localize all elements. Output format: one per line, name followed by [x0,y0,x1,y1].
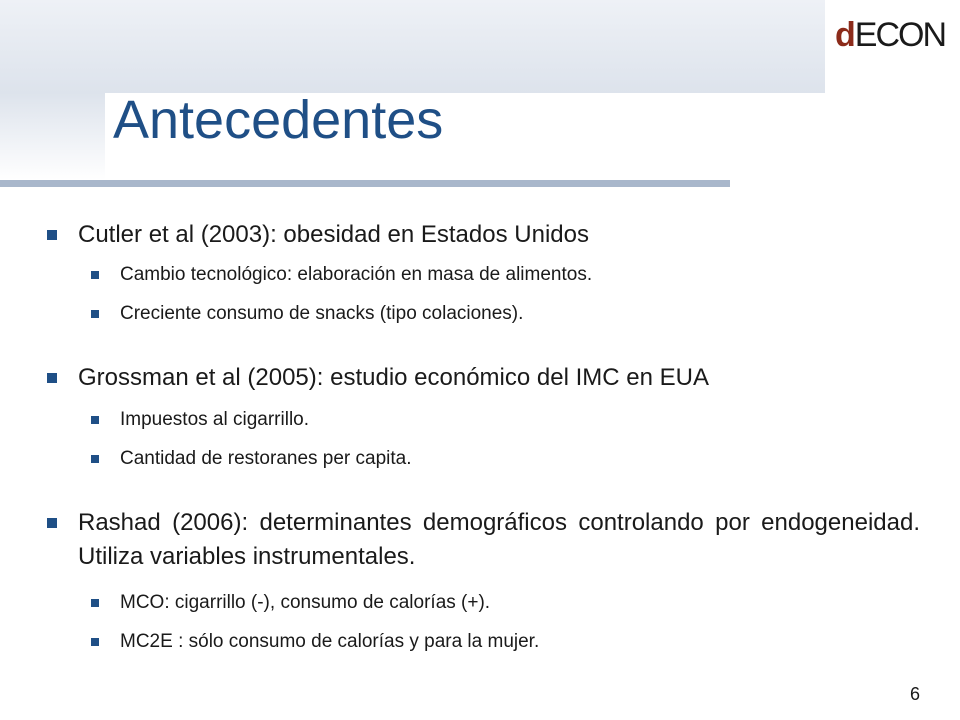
sub-bullet-marker [91,416,99,424]
header-band [0,0,825,93]
sub-bullet-cutler-1: Cambio tecnológico: elaboración en masa de alimentos. [120,264,593,285]
sub-bullet-marker [91,638,99,646]
sub-bullet-marker [91,599,99,607]
title-underline [0,180,730,187]
page-number: 6 [909,684,920,704]
sub-bullet-marker [91,310,99,318]
bullet-grossman: Grossman et al (2005): estudio económico del IMC en EUA [78,364,709,391]
bullet-cutler: Cutler et al (2003): obesidad en Estados Unidos [78,221,589,248]
sub-bullet-cutler-2: Creciente consumo de snacks (tipo colaciones). [120,303,524,324]
header-fade [0,93,105,180]
sub-bullet-rashad-1: MCO: cigarrillo (-), consumo de calorías (+). [120,592,491,613]
bullet-marker [47,373,57,383]
bullet-marker [47,230,57,240]
sub-bullet-marker [91,271,99,279]
decon-logo [835,18,945,52]
sub-bullet-grossman-2: Cantidad de restoranes per capita. [120,448,412,469]
slide-title: Antecedentes [113,90,444,150]
sub-bullet-rashad-2: MC2E : sólo consumo de calorías y para la mujer. [120,631,540,652]
logo-econ: ECON [854,16,946,54]
bullet-rashad: Rashad (2006): determinantes demográficos controlando por endogeneidad. Utiliza variables instrumentales. [78,509,920,570]
bullet-marker [47,518,57,528]
sub-bullet-grossman-1: Impuestos al cigarrillo. [120,409,310,430]
sub-bullet-marker [91,455,99,463]
logo-d: d [835,16,855,54]
